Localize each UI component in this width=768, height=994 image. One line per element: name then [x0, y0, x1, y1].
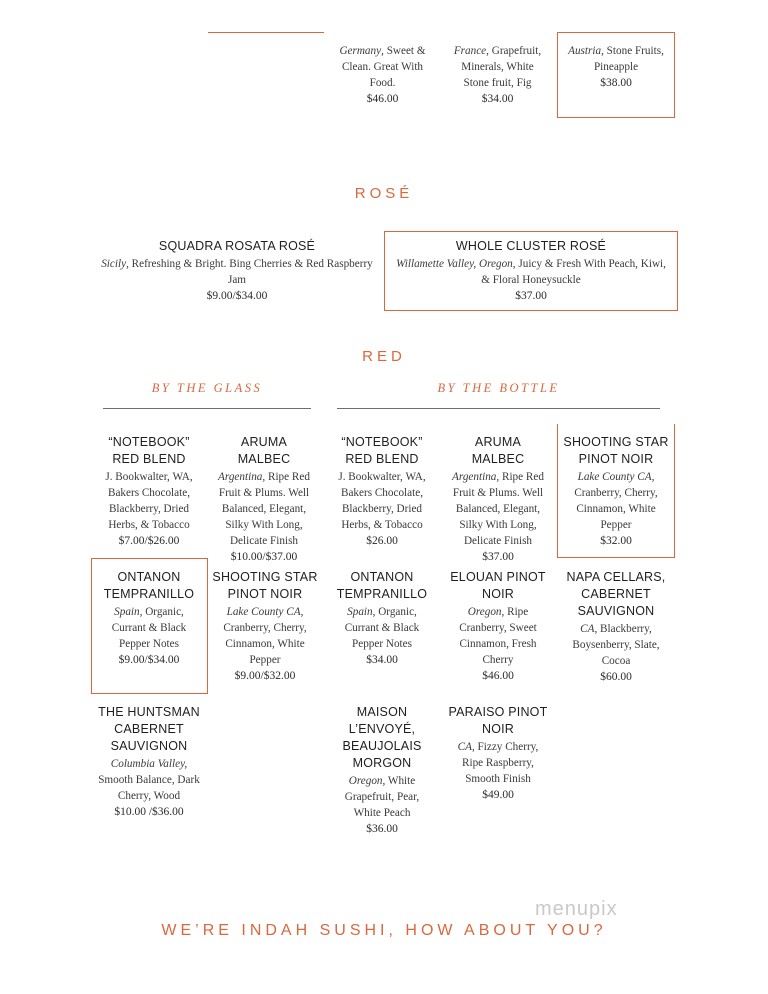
highlight-box-left: [557, 424, 558, 558]
wine-item: NAPA CELLARS, CABERNET SAUVIGNON CA, Blackberry, Boysenberry, Slate, Cocoa $60.00: [566, 570, 666, 683]
wine-item: WHOLE CLUSTER ROSÉ Willamette Valley, Oregon, Juicy & Fresh With Peach, Kiwi, & Floral Honeysuckle $37.00: [396, 239, 666, 302]
wine-item: SHOOTING STAR PINOT NOIR Lake County CA, Cranberry, Cherry, Cinnamon, White Pepper $9.00/$32.00: [212, 570, 318, 682]
wine-item: PARAISO PINOT NOIR CA, Fizzy Cherry, Ripe Raspberry, Smooth Finish $49.00: [448, 705, 548, 801]
divider-bottle: [337, 408, 660, 409]
section-title-rose: ROSÉ: [354, 185, 414, 202]
wine-item: THE HUNTSMAN CABERNET SAUVIGNON Columbia Valley, Smooth Balance, Dark Cherry, Wood $10.00 /$36.00: [98, 705, 200, 818]
wine-item: Austria, Stone Fruits, Pineapple $38.00: [568, 45, 664, 89]
wine-item: SHOOTING STAR PINOT NOIR Lake County CA, Cranberry, Cherry, Cinnamon, White Pepper $32.00: [563, 435, 669, 547]
divider-glass: [103, 408, 311, 409]
wine-item: France, Grapefruit, Minerals, White Stone fruit, Fig $34.00: [453, 45, 542, 105]
watermark-logo: menupix: [535, 898, 618, 920]
wine-item: ONTANON TEMPRANILLO Spain, Organic, Currant & Black Pepper Notes $34.00: [336, 570, 428, 666]
footer-tagline: WE’RE INDAH SUSHI, HOW ABOUT YOU?: [161, 922, 607, 939]
section-title-red: RED: [362, 348, 406, 365]
wine-item: ONTANON TEMPRANILLO Spain, Organic, Currant & Black Pepper Notes $9.00/$34.00: [103, 570, 195, 666]
subheading-by-the-glass: BY THE GLASS: [151, 381, 263, 395]
subheading-by-the-bottle: BY THE BOTTLE: [437, 381, 560, 395]
wine-item: ELOUAN PINOT NOIR Oregon, Ripe Cranberry, Sweet Cinnamon, Fresh Cherry $46.00: [450, 570, 546, 682]
wine-item: ARUMA MALBEC Argentina, Ripe Red Fruit & Plums. Well Balanced, Elegant, Silky With Long, Delicate Finish $37.00: [452, 435, 544, 563]
wine-item: SQUADRA ROSATA ROSÉ Sicily, Refreshing & Bright. Bing Cherries & Red Raspberry Jam $9.00/$34.00: [101, 239, 373, 302]
wine-item: “NOTEBOOK” RED BLEND J. Bookwalter, WA, Bakers Chocolate, Blackberry, Dried Herbs, & Tobacco $26.00: [338, 435, 426, 547]
top-divider: [208, 32, 324, 33]
wine-item: Germany, Sweet & Clean. Great With Food. $46.00: [339, 45, 426, 105]
wine-item: ARUMA MALBEC Argentina, Ripe Red Fruit & Plums. Well Balanced, Elegant, Silky With Long, Delicate Finish $10.00/$37.00: [218, 435, 310, 563]
wine-item: “NOTEBOOK” RED BLEND J. Bookwalter, WA, Bakers Chocolate, Blackberry, Dried Herbs, & Tobacco $7.00/$26.00: [105, 435, 193, 547]
wine-item: MAISON L’ENVOYÉ, BEAUJOLAIS MORGON Oregon, White Grapefruit, Pear, White Peach $36.00: [342, 705, 422, 835]
